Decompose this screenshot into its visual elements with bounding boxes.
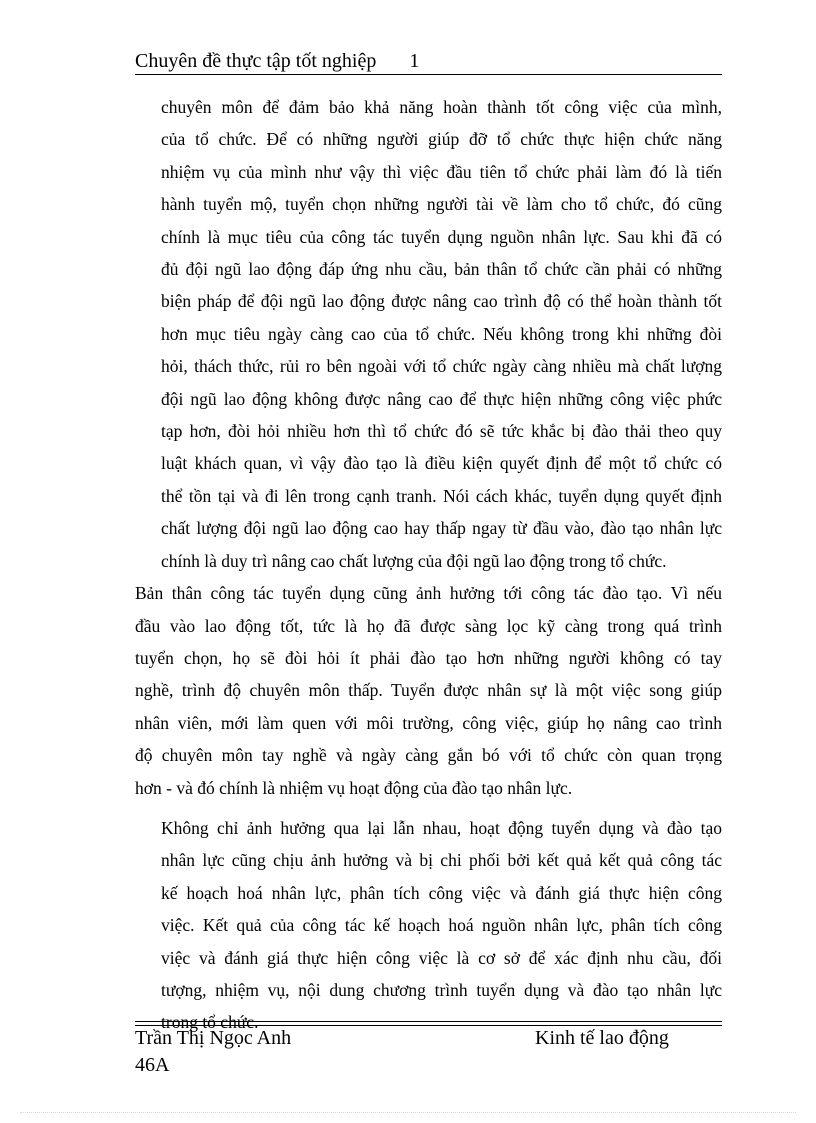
text-line: đầu vào lao động tốt, tức là họ đã được sàng lọc kỹ càng trong quá trình [135,615,722,636]
text-line: luật khách quan, vì vậy đào tạo là điều kiện quyết định để một tổ chức có [161,453,722,474]
text-line: tuyển chọn, họ sẽ đòi hỏi ít phải đào tạo hơn những người không có tay [135,647,722,668]
text-line: chính là mục tiêu của công tác tuyển dụng nguồn nhân lực. Sau khi đã có [161,226,722,247]
text-line: trong tổ chức. [161,1012,259,1033]
text-line: nhiệm vụ của mình như vậy thì việc đầu tiên tổ chức phải làm đó là tiến [161,161,722,182]
text-line: tượng, nhiệm vụ, nội dung chương trình tuyển dụng và đào tạo nhân lực [161,979,722,1000]
author-name: Trần Thị Ngọc Anh [135,1027,292,1049]
text-line: nhân viên, mới làm quen với môi trường, công việc, giúp họ nâng cao trình [135,712,722,733]
text-line: biện pháp để đội ngũ lao động được nâng cao trình độ có thể hoàn thành tốt [161,291,722,312]
text-line: đủ đội ngũ lao động đáp ứng nhu cầu, bản thân tổ chức cần phải có những [161,259,722,280]
text-line: việc. Kết quả của công tác kế hoạch hoá nguồn nhân lực, phân tích công [161,915,722,936]
text-line: hành tuyển mộ, tuyển chọn những người tài về làm cho tổ chức, đó cũng [161,194,722,215]
text-line: hơn mục tiêu ngày càng cao của tổ chức. Nếu không trong khi những đòi [161,323,722,344]
text-line: đội ngũ lao động không được nâng cao để thực hiện những công việc phức [161,388,722,409]
text-line: chất lượng đội ngũ lao động cao hay thấp ngay từ đầu vào, đào tạo nhân lực [161,518,722,539]
text-line: chính là duy trì nâng cao chất lượng của đội ngũ lao động trong tổ chức. [161,550,667,571]
page-header [135,48,722,75]
text-line: của tổ chức. Để có những người giúp đỡ tổ chức thực hiện chức năng [161,129,722,150]
paragraph-1 [135,91,722,577]
text-line: hơn - và đó chính là nhiệm vụ hoạt động của đào tạo nhân lực. [135,777,573,798]
text-line: kế hoạch hoá nhân lực, phân tích công việc và đánh giá thực hiện công [161,882,722,903]
page-edge [20,1112,796,1113]
paragraph-2 [135,577,722,804]
text-line: độ chuyên môn tay nghề và ngày càng gắn bó với tổ chức còn quan trọng [135,745,722,766]
text-line: nghề, trình độ chuyên môn thấp. Tuyển được nhân sự là một việc song giúp [135,680,722,701]
text-line: tạp hơn, đòi hỏi nhiều hơn thì tổ chức đó sẽ tức khắc bị đào thải theo quy [161,421,722,442]
class-code: 46A [135,1054,170,1076]
page-number: 1 [409,50,420,72]
document-body [135,91,722,1039]
paragraph-3 [135,812,722,1039]
text-line: nhân lực cũng chịu ảnh hưởng và bị chi phối bởi kết quả kết quả công tác [161,850,722,871]
text-line: việc và đánh giá thực hiện công việc là cơ sở để xác định nhu cầu, đối [161,947,722,968]
text-line: hỏi, thách thức, rủi ro bên ngoài với tổ chức ngày càng nhiều mà chất lượng [161,356,722,377]
department-name: Kinh tế lao động [535,1027,669,1049]
text-line: chuyên môn để đảm bảo khả năng hoàn thành tốt công việc của mình, [161,97,722,117]
text-line: Bản thân công tác tuyển dụng cũng ảnh hưởng tới công tác đào tạo. Vì nếu [135,583,722,604]
document-title: Chuyên đề thực tập tốt nghiệp [135,50,377,72]
text-line: Không chỉ ảnh hưởng qua lại lẫn nhau, hoạt động tuyển dụng và đào tạo [161,817,722,838]
text-line: thể tồn tại và đi lên trong cạnh tranh. Nói cách khác, tuyển dụng quyết định [161,485,722,506]
